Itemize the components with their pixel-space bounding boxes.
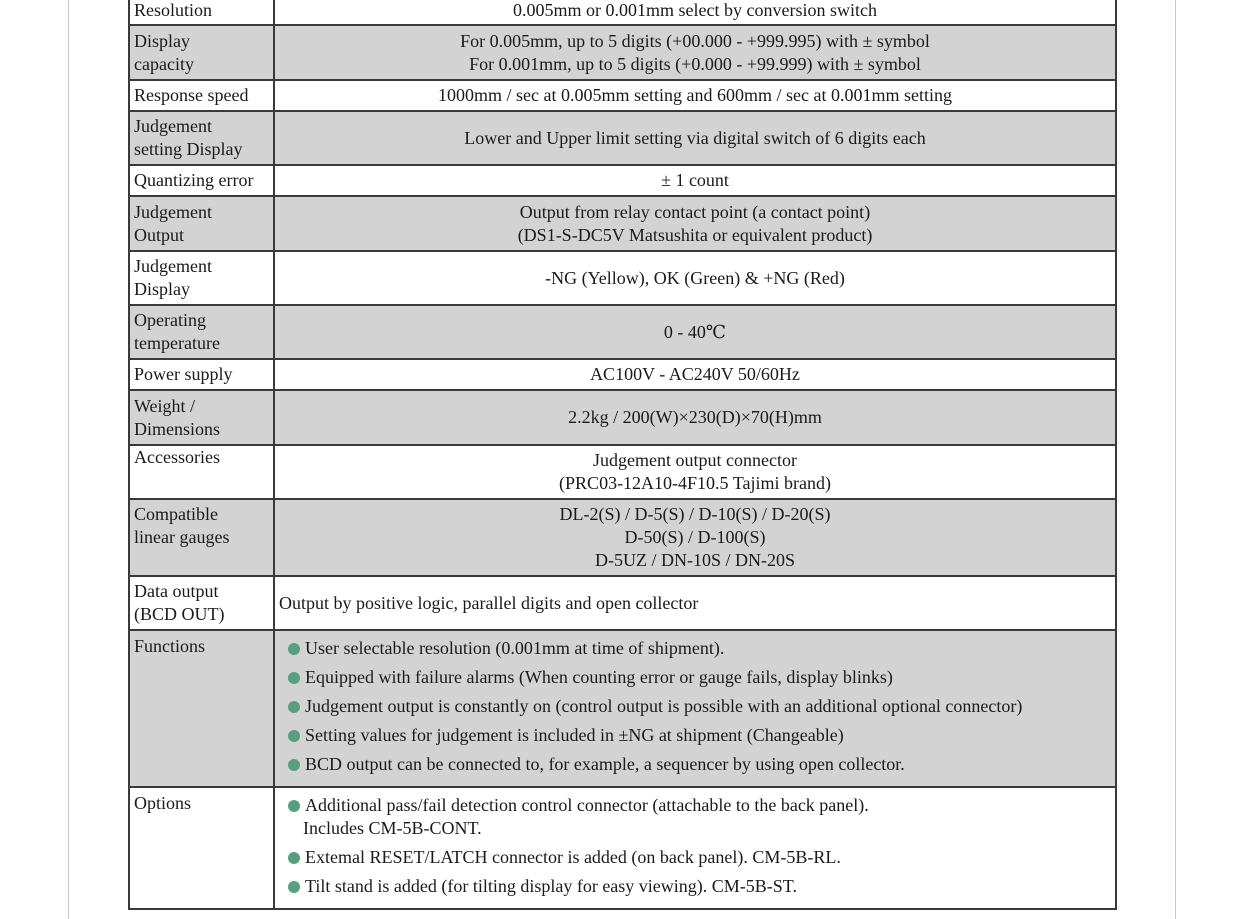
- value-judgement-output: [274, 196, 1116, 251]
- label-line: (BCD OUT): [134, 604, 225, 624]
- value-data-output: Output by positive logic, parallel digits and open collector: [274, 576, 1116, 630]
- value-line: Output from relay contact point (a contact point): [519, 201, 871, 222]
- label-line: capacity: [134, 53, 194, 74]
- value-line: D-5UZ / DN-10S / DN-20S: [595, 550, 795, 570]
- value-operating-temperature: 0 - 40℃: [274, 305, 1116, 359]
- label-options: Options: [129, 787, 274, 909]
- row-data-output: [129, 576, 1116, 630]
- label-line: Judgement: [134, 201, 212, 222]
- label-accessories: Accessories: [129, 445, 274, 499]
- options-list: [279, 788, 1111, 904]
- value-resolution: 0.005mm or 0.001mm select by conversion switch: [274, 0, 1116, 25]
- list-item-text: Extemal RESET/LATCH connector is added (on back panel). CM-5B-RL.: [305, 847, 841, 867]
- list-item-text: User selectable resolution (0.001mm at time of shipment).: [305, 638, 725, 658]
- row-options: [129, 787, 1116, 909]
- list-item: [283, 666, 1111, 689]
- value-compatible-gauges: [274, 499, 1116, 576]
- label-line: Judgement: [134, 256, 212, 276]
- label-weight-dimensions: [129, 390, 274, 445]
- value-accessories: [274, 445, 1116, 499]
- label-line: setting Display: [134, 139, 243, 159]
- list-item-text: Tilt stand is added (for tilting display for easy viewing). CM-5B-ST.: [305, 876, 797, 896]
- row-power-supply: [129, 359, 1116, 390]
- value-power-supply: AC100V - AC240V 50/60Hz: [274, 359, 1116, 390]
- functions-list: [279, 631, 1111, 782]
- label-line: Compatible: [134, 504, 218, 524]
- row-resolution: [129, 0, 1116, 25]
- list-item: [283, 846, 1111, 869]
- row-judgement-output: [129, 196, 1116, 251]
- label-line: linear gauges: [134, 527, 230, 547]
- green-circle-bullet-icon: [288, 701, 300, 713]
- label-functions: Functions: [129, 630, 274, 787]
- list-item: [283, 637, 1111, 660]
- label-data-output: [129, 576, 274, 630]
- label-line: Dimensions: [134, 418, 221, 439]
- label-compatible-gauges: [129, 499, 274, 576]
- value-line: DL-2(S) / D-5(S) / D-10(S) / D-20(S): [559, 504, 831, 524]
- list-item: [283, 794, 1111, 840]
- green-circle-bullet-icon: [288, 852, 300, 864]
- list-item-text: Includes CM-5B-CONT.: [303, 818, 482, 838]
- value-line: Judgement output connector: [593, 450, 797, 470]
- list-item-text: Additional pass/fail detection control connector (attachable to the back panel).: [305, 795, 869, 815]
- label-resolution: Resolution: [129, 0, 274, 25]
- row-weight-dimensions: [129, 390, 1116, 445]
- list-item-text: Equipped with failure alarms (When counting error or gauge fails, display blinks): [305, 667, 893, 687]
- label-line: Data output: [134, 581, 219, 601]
- label-operating-temperature: [129, 305, 274, 359]
- value-display-capacity: [274, 25, 1116, 80]
- green-circle-bullet-icon: [288, 672, 300, 684]
- value-line: (DS1-S-DC5V Matsushita or equivalent product): [517, 224, 873, 245]
- label-judgement-display: [129, 251, 274, 305]
- label-judgement-setting: [129, 111, 274, 165]
- row-quantizing-error: [129, 165, 1116, 196]
- value-judgement-display: -NG (Yellow), OK (Green) & +NG (Red): [274, 251, 1116, 305]
- value-response-speed: 1000mm / sec at 0.005mm setting and 600mm / sec at 0.001mm setting: [274, 80, 1116, 111]
- label-line: Display: [134, 279, 190, 299]
- value-options: [274, 787, 1116, 909]
- value-line: For 0.005mm, up to 5 digits (+00.000 - +999.995) with ± symbol: [460, 30, 930, 51]
- row-compatible-gauges: [129, 499, 1116, 576]
- list-item-text: BCD output can be connected to, for example, a sequencer by using open collector.: [305, 754, 905, 774]
- label-power-supply: Power supply: [129, 359, 274, 390]
- label-quantizing-error: Quantizing error: [129, 165, 274, 196]
- label-line: Display: [134, 30, 190, 51]
- list-item-text: Judgement output is constantly on (control output is possible with an additional optional connector): [305, 696, 1023, 716]
- list-item: [283, 695, 1111, 718]
- row-operating-temperature: [129, 305, 1116, 359]
- list-item: [283, 724, 1111, 747]
- label-line: Weight /: [134, 395, 196, 416]
- green-circle-bullet-icon: [288, 800, 300, 812]
- row-accessories: [129, 445, 1116, 499]
- label-judgement-output: [129, 196, 274, 251]
- value-functions: [274, 630, 1116, 787]
- green-circle-bullet-icon: [288, 881, 300, 893]
- label-display-capacity: [129, 25, 274, 80]
- specification-table: [128, 0, 1117, 910]
- label-line: Output: [134, 224, 185, 245]
- value-line: D-50(S) / D-100(S): [624, 527, 766, 547]
- row-response-speed: [129, 80, 1116, 111]
- green-circle-bullet-icon: [288, 730, 300, 742]
- label-line: Judgement: [134, 116, 212, 136]
- value-judgement-setting: Lower and Upper limit setting via digital switch of 6 digits each: [274, 111, 1116, 165]
- value-line: For 0.001mm, up to 5 digits (+0.000 - +99.999) with ± symbol: [469, 53, 921, 74]
- label-line: temperature: [134, 333, 220, 353]
- green-circle-bullet-icon: [288, 643, 300, 655]
- value-line: (PRC03-12A10-4F10.5 Tajimi brand): [559, 473, 831, 493]
- row-judgement-setting: [129, 111, 1116, 165]
- value-weight-dimensions: 2.2kg / 200(W)×230(D)×70(H)mm: [274, 390, 1116, 445]
- row-judgement-display: [129, 251, 1116, 305]
- list-item-text: Setting values for judgement is included in ±NG at shipment (Changeable): [305, 725, 844, 745]
- row-display-capacity: [129, 25, 1116, 80]
- label-line: Operating: [134, 310, 206, 330]
- list-item: [283, 875, 1111, 898]
- label-response-speed: Response speed: [129, 80, 274, 111]
- list-item: [283, 753, 1111, 776]
- green-circle-bullet-icon: [288, 759, 300, 771]
- value-quantizing-error: ± 1 count: [274, 165, 1116, 196]
- row-functions: [129, 630, 1116, 787]
